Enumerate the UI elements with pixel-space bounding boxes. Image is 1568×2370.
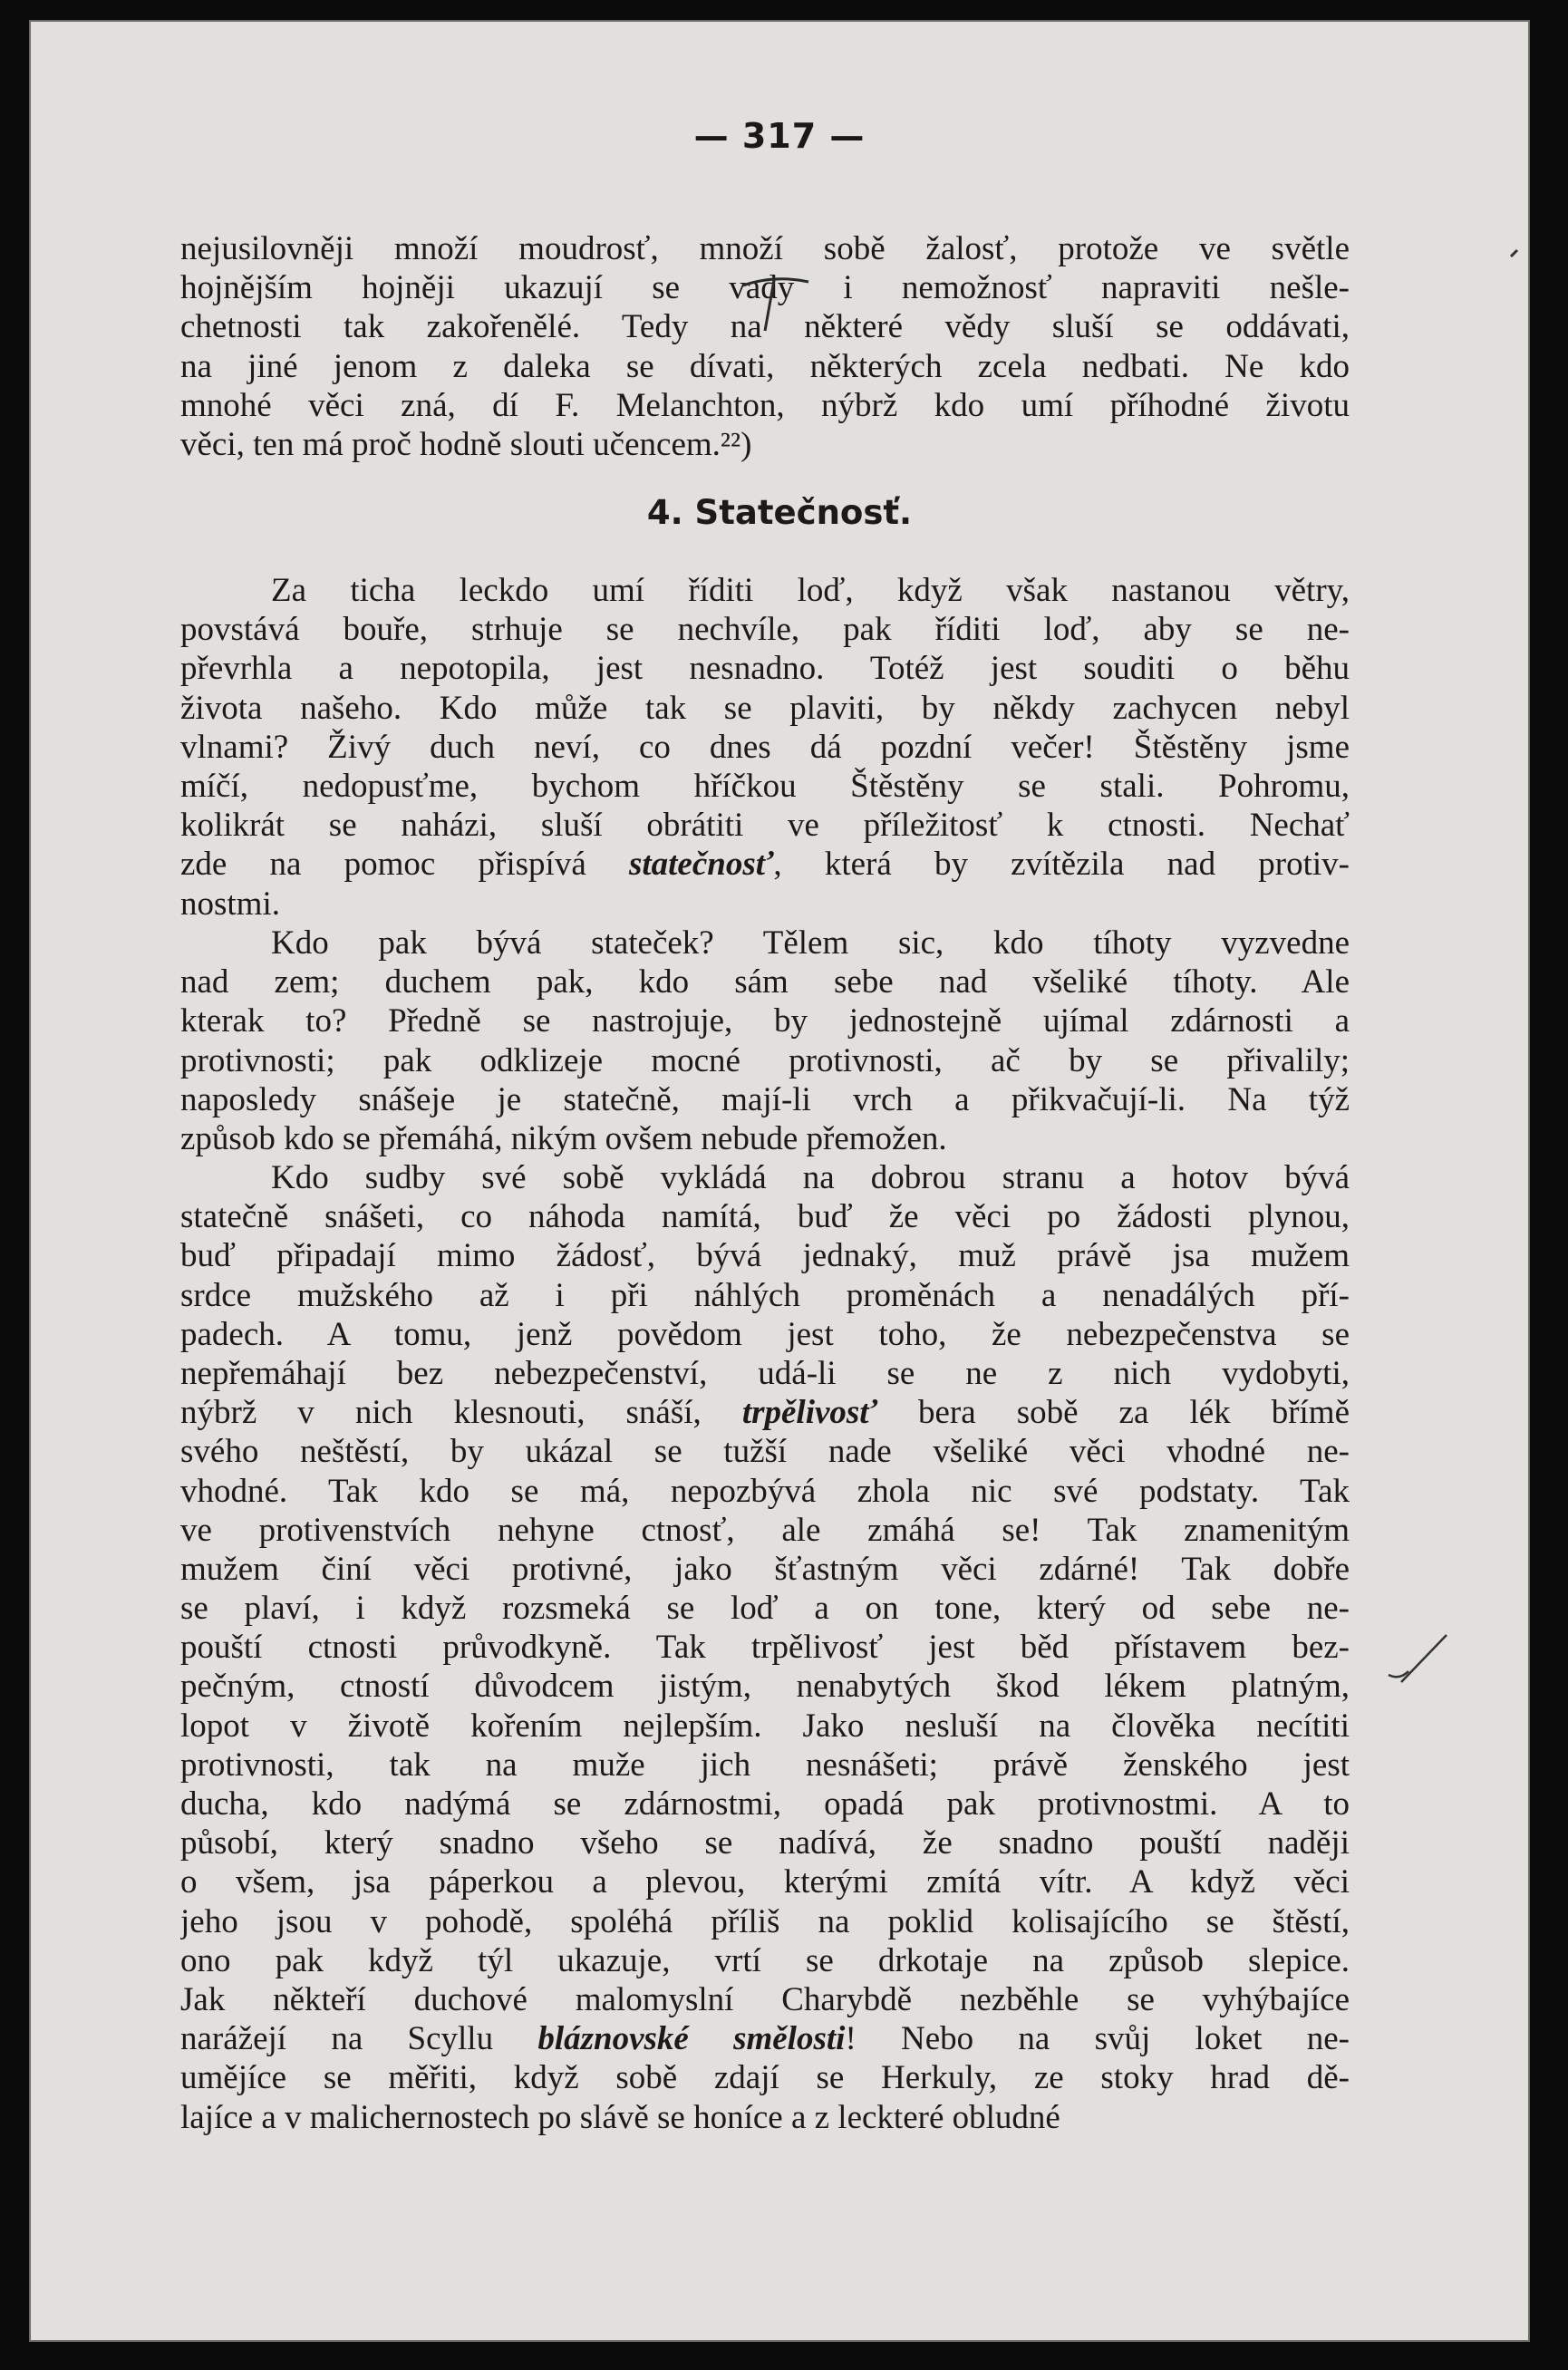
- text-line: nad zem; duchem pak, kdo sám sebe nad všeliké tíhoty. Ale: [180, 963, 1350, 1001]
- text-line: Kdo sudby své sobě vykládá na dobrou stranu a hotov bývá: [271, 1159, 1350, 1196]
- text-line: statečně snášeti, co náhoda namítá, buď že věci po žádosti plynou,: [180, 1198, 1350, 1236]
- text-line: nejusilovněji množí moudrosť, množí sobě žalosť, protože ve světle: [180, 230, 1350, 267]
- emphasis-word: statečnosť: [628, 846, 774, 884]
- text-line: převrhla a nepotopila, jest nesnadno. Totéž jest souditi o běhu: [180, 650, 1350, 688]
- text-line: povstává bouře, strhuje se nechvíle, pak říditi loď, aby se ne-: [180, 611, 1350, 649]
- text-line: vlnami? Živý duch neví, co dnes dá pozdní večer! Štěstěny jsme: [180, 728, 1350, 766]
- paragraph-continuation: [180, 229, 1350, 464]
- text-line: padech. A tomu, jenž povědom jest toho, že nebezpečenstva se: [180, 1315, 1350, 1353]
- text-line: srdce mužského až i při náhlých proměnách a nenadálých pří-: [180, 1276, 1350, 1314]
- text-line: zde na pomoc přispívá statečnosť, která by zvítězila nad protiv-: [180, 846, 1350, 884]
- text-line: vhodné. Tak kdo se má, nepozbývá zhola nic své podstaty. Tak: [180, 1472, 1350, 1510]
- paragraph-2: [180, 924, 1350, 1158]
- text-line: nostmi.: [180, 885, 280, 923]
- text-line: mnohé věci zná, dí F. Melanchton, nýbrž kdo umí příhodné životu: [180, 386, 1350, 424]
- ink-dot-mark: [1510, 248, 1519, 257]
- text-line: naposledy snášeje je statečně, mají-li vrch a přikvačují-li. Na týž: [180, 1080, 1350, 1118]
- text-line: způsob kdo se přemáhá, nikým ovšem nebude přemožen.: [180, 1119, 947, 1157]
- text-line: svého neštěstí, by ukázal se tužší nade všeliké věci vhodné ne-: [180, 1433, 1350, 1471]
- text-line: míčí, nedopusťme, bychom hříčkou Štěstěny se stali. Pohromu,: [180, 767, 1350, 805]
- text-line: buď připadají mimo žádosť, bývá jednaký, muž právě jsa mužem: [180, 1237, 1350, 1275]
- text-line: ducha, kdo nadýmá se zdárnostmi, opadá pak protivnostmi. A to: [180, 1785, 1350, 1823]
- text-line: o všem, jsa páperkou a plevou, kterými zmítá vítr. A když věci: [180, 1863, 1350, 1901]
- text-line: pouští ctnosti průvodkyně. Tak trpělivosť jest běd přístavem bez-: [180, 1629, 1350, 1667]
- page-number: — 317 —: [693, 116, 866, 156]
- text-line: nýbrž v nich klesnouti, snáší, trpělivosť bera sobě za lék břímě: [180, 1394, 1350, 1432]
- text-line: narážejí na Scyllu bláznovské smělosti! Nebo na svůj loket ne-: [180, 2020, 1350, 2058]
- handwritten-bracket-mark: [738, 273, 819, 336]
- book-page: [29, 20, 1530, 2342]
- paragraph-1: [180, 571, 1350, 924]
- text-line: kolikrát se naházi, sluší obrátiti ve příležitosť k ctnosti. Nechať: [180, 807, 1350, 845]
- text-line: mužem činí věci protivné, jako šťastným věci zdárné! Tak dobře: [180, 1550, 1350, 1588]
- emphasis-word: bláznovské smělosti: [537, 2020, 846, 2058]
- text-line: kterak to? Předně se nastrojuje, by jednostejně ujímal zdárnosti a: [180, 1002, 1350, 1040]
- text-line: působí, který snadno všeho se nadívá, že snadno pouští naději: [180, 1824, 1350, 1862]
- text-line: umějíce se měřiti, když sobě zdají se Herkuly, ze stoky hrad dě-: [180, 2059, 1350, 2097]
- text-line: nepřemáhají bez nebezpečenství, udá-li se ne z nich vydobyti,: [180, 1354, 1350, 1392]
- text-line: protivnosti; pak odklizeje mocné protivnosti, ač by se přivalily;: [180, 1041, 1350, 1079]
- text-line: jeho jsou v pohodě, spoléhá příliš na poklid kolisajícího se štěstí,: [180, 1902, 1350, 1940]
- text-line: pečným, ctností důvodcem jistým, nenabytých škod lékem platným,: [180, 1668, 1350, 1706]
- emphasis-word: trpělivosť: [741, 1394, 877, 1432]
- text-line: Jak někteří duchové malomyslní Charybdě nezběhle se vyhýbajíce: [180, 1980, 1350, 2018]
- handwritten-check-mark: [1381, 1628, 1454, 1691]
- text-line: protivnosti, tak na muže jich nesnášeti; právě ženského jest: [180, 1746, 1350, 1784]
- paragraph-3: [180, 1158, 1350, 2137]
- text-line: lajíce a v malichernostech po slávě se honíce a z leckteré obludné: [180, 2098, 1060, 2136]
- text-line: Kdo pak bývá stateček? Tělem sic, kdo tíhoty vyzvedne: [271, 924, 1350, 962]
- text-line: ve protivenstvích nehyne ctnosť, ale zmáhá se! Tak znamenitým: [180, 1511, 1350, 1549]
- text-line: hojnějším hojněji ukazují se vady i nemožnosť napraviti nešle-: [180, 269, 1350, 307]
- text-line: života našeho. Kdo může tak se plaviti, by někdy zachycen nebyl: [180, 689, 1350, 727]
- text-line: lopot v životě kořením nejlepším. Jako nesluší na člověka necítiti: [180, 1707, 1350, 1745]
- text-line: Za ticha leckdo umí říditi loď, když však nastanou větry,: [271, 572, 1350, 609]
- text-line: chetnosti tak zakořenělé. Tedy na některé vědy sluší se oddávati,: [180, 308, 1350, 346]
- text-line: ono pak když týl ukazuje, vrtí se drkotaje na způsob slepice.: [180, 1941, 1350, 1979]
- section-heading: 4. Statečnosť.: [646, 493, 913, 532]
- text-line: na jiné jenom z daleka se dívati, některých zcela nedbati. Ne kdo: [180, 347, 1350, 385]
- text-line: věci, ten má proč hodně slouti učencem.²²): [180, 425, 752, 463]
- text-line: se plaví, i když rozsmeká se loď a on tone, který od sebe ne-: [180, 1590, 1350, 1628]
